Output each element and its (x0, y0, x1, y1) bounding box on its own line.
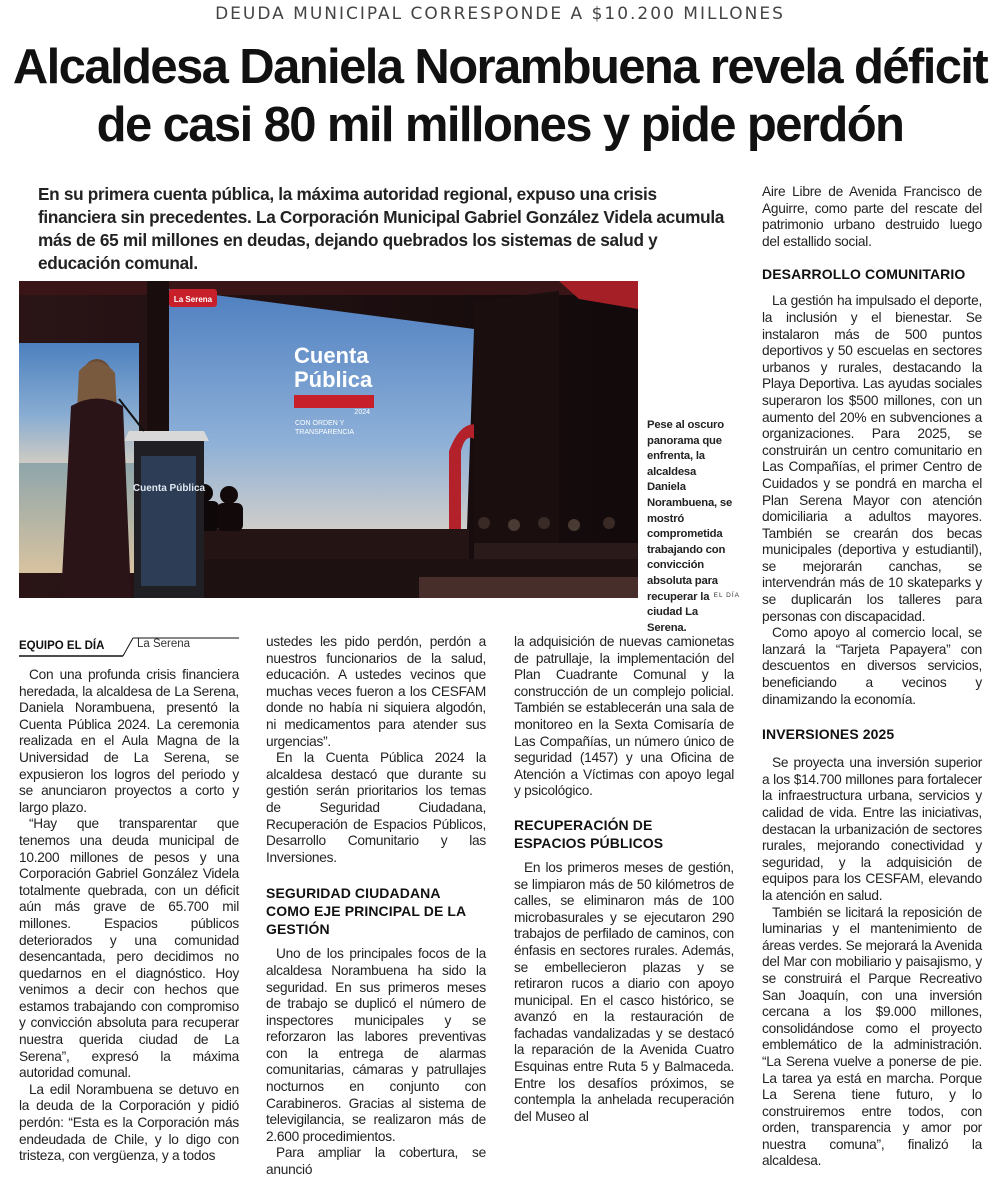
speaker-body (61, 399, 131, 599)
col4-paragraph-4: Se proyecta una inversión superior a los $14.700 millones para fortalecer la infraestructura urbana, servicios y calidad de vida. Entre las iniciativas, destacan la urbanización de sectores rurales, mejorando conectividad y seguridad, y la adquisición de equipos para los CESFAM, elevando la atención en salud. (762, 755, 982, 903)
col2-paragraph-1: ustedes les pido perdón, perdón a nuestros funcionarios de la salud, educación. A ustedes vecinos que muchas veces fueron a los CESFAM donde no había ni siquiera algodón, ni medicamentos para atender sus urgencias”. (266, 634, 486, 749)
col2-paragraph-2: En la Cuenta Pública 2024 la alcaldesa destacó que durante su gestión serán prioritarios los temas de Seguridad Ciudadana, Recuperación de Espacios Públicos, Desarrollo Comunitario y las Inversiones. (266, 750, 486, 865)
headline (10, 38, 990, 154)
screen-title-1: Cuenta (294, 343, 369, 368)
section-heading-espacios: RECUPERACIÓN DE ESPACIOS PÚBLICOS (514, 816, 664, 851)
col4-paragraph-1: Aire Libre de Avenida Francisco de Aguirre, como parte del rescate del patrimonio urbano destruido luego del estallido social. (762, 184, 982, 249)
article-column-4 (762, 184, 982, 1170)
article-column-2 (266, 634, 486, 1179)
col1-paragraph-3: La edil Norambuena se detuvo en la deuda de la Corporación y pidió perdón: “Esta es la Corporación más endeudada de Chile, y lo digo con tristeza, con vergüenza, y a todos (19, 1081, 239, 1164)
stage-table (169, 529, 469, 559)
photo-credit: EL DÍA (713, 592, 740, 599)
screen-year-banner (294, 395, 374, 408)
col1-paragraph-2: “Hay que transparentar que tenemos una deuda municipal de 10.200 millones de pesos y una Corporación Gabriel González Videla totalmente quebrada, con un déficit aún más grave de 65.700 mil millones. Espacios públicos deteriorados y una comunidad desencantada, pero decidimos no quedarnos en el diagnóstico. Hoy venimos a decir con hechos que estamos trabajando con compromiso y convicción absoluta para recuperar nuestra querida ciudad de La Serena”, expresó la máxima autoridad comunal. (19, 816, 239, 1081)
byline-place: La Serena (137, 638, 191, 650)
byline (19, 636, 239, 658)
kicker: DEUDA MUNICIPAL CORRESPONDE A $10.200 MILLONES (215, 4, 785, 24)
col4-paragraph-3: Como apoyo al comercio local, se lanzará la “Tarjeta Papayera” con descuentos en diversos servicios, beneficiando a vecinos y dinamizando la economía. (762, 625, 982, 707)
col1-paragraph-1: Con una profunda crisis financiera heredada, la alcaldesa de La Serena, Daniela Norambuena, presentó la Cuenta Pública 2024. La ceremonia realizada en el Aula Magna de la Universidad de La Serena, se expusieron los logros del periodo y se anunciaron proyectos a corto y largo plazo. (19, 667, 239, 815)
event-photo-illustration (19, 281, 638, 598)
podium-top (124, 431, 209, 441)
logo-text: La Serena (173, 295, 213, 304)
col2-paragraph-4: Para ampliar la cobertura, se anunció (266, 1145, 486, 1178)
screen-year: 2024 (354, 409, 370, 416)
section-heading-seguridad: SEGURIDAD CIUDADANA COMO EJE PRINCIPAL DE LA GESTIÓN (266, 885, 466, 938)
headline-line-2: de casi 80 mil millones y pide perdón (96, 98, 904, 152)
col4-paragraph-2: La gestión ha impulsado el deporte, la inclusión y el bienestar. Se instalaron más de 500 puntos deportivos y 50 escuelas en sectores urbanos y rurales, destacando la Playa Deportiva. Las ayudas sociales superaron los $500 millones, con un aumento del 20% en subvenciones a organizaciones. Para 2025, se construirán un centro comunitario en Las Compañías, el primer Centro de Cuidados y se pondrá en marcha el Plan Serena Mayor con atención domiciliaria a adultos mayores. También se crearán dos becas municipales (deportiva y estudiantil), se mejorarán canchas, se intervendrán más de 10 skateparks y se duplicarán los talleres para personas con discapacidad. (762, 293, 982, 624)
section-heading-desarrollo: DESARROLLO COMUNITARIO (762, 266, 966, 283)
event-photo (19, 281, 638, 598)
col4-paragraph-5: También se licitará la reposición de luminarias y el mantenimiento de áreas verdes. Se mejorará la Avenida del Mar con mobiliario y paisajismo, y se construirá el Parque Recreativo San Joaquín, con una inversión cercana a los $9.000 millones, consolidándose como el proyecto emblemático de la administración. “La Serena vuelve a ponerse de pie. La tarea ya está en marcha. Porque La Serena tiene futuro, y lo construiremos entre todos, con orden, transparencia y amor por nuestra comuna”, finalizó la alcaldesa. (762, 904, 982, 1169)
lead-paragraph: En su primera cuenta pública, la máxima autoridad regional, expuso una crisis financiera sin precedentes. La Corporación Municipal Gabriel González Videla acumula más de 65 mil millones en deudas, dejando quebrados los sistemas de salud y educación comunal. (38, 184, 725, 273)
col3-paragraph-1: la adquisición de nuevas camionetas de patrullaje, la implementación del Plan Cuadrante Comunal y la construcción de un complejo policial. También se establecerán una sala de monitoreo en la Sexta Comisaría de Las Compañías, un número único de seguridad (1457) y una Oficina de Atención a Víctimas con apoyo legal y psicológico. (514, 634, 734, 799)
byline-author: EQUIPO EL DÍA (19, 640, 105, 652)
col3-paragraph-2: En los primeros meses de gestión, se limpiaron más de 50 kilómetros de calles, se eliminaron más de 100 microbasurales y se ejecutaron 290 trabajos de perfilado de caminos, con énfasis en sectores rurales. Además, se embellecieron plazas y se retiraron rucos a diario con apoyo municipal. En el casco histórico, se avanzó en la restauración de fachadas vandalizadas y se destacó la reparación de la Avenida Cuatro Esquinas entre Ruta 5 y Balmaceda. Entre los desafíos próximos, se contempla la anhelada recuperación del Museo al (514, 859, 734, 1124)
article-column-1 (19, 667, 239, 1165)
headline-line-1: Alcaldesa Daniela Norambuena revela déficit (12, 40, 988, 94)
screen-sub-1: CON ORDEN Y (295, 420, 345, 427)
photo-caption: Pese al oscuro panorama que enfrenta, la alcaldesa Daniela Norambuena, se mostró comprometida trabajando con convicción absoluta para recuperar la ciudad La Serena. (647, 419, 733, 634)
podium-text: Cuenta Pública (132, 483, 206, 494)
screen-title-2: Pública (294, 367, 373, 392)
screen-sub-2: TRANSPARENCIA (295, 429, 354, 436)
section-heading-inversiones: INVERSIONES 2025 (762, 726, 895, 743)
article-column-3 (514, 634, 734, 1125)
col2-paragraph-3: Uno de los principales focos de la alcaldesa Norambuena ha sido la seguridad. En sus primeros meses de trabajo se duplicó el número de inspectores municipales y se reforzaron las labores preventivas con la entrega de alarmas comunitarias, cámaras y patrullajes nocturnos en conjunto con Carabineros. Gracias al sistema de televigilancia, se realizaron más de 2.600 procedimientos. (266, 946, 486, 1144)
